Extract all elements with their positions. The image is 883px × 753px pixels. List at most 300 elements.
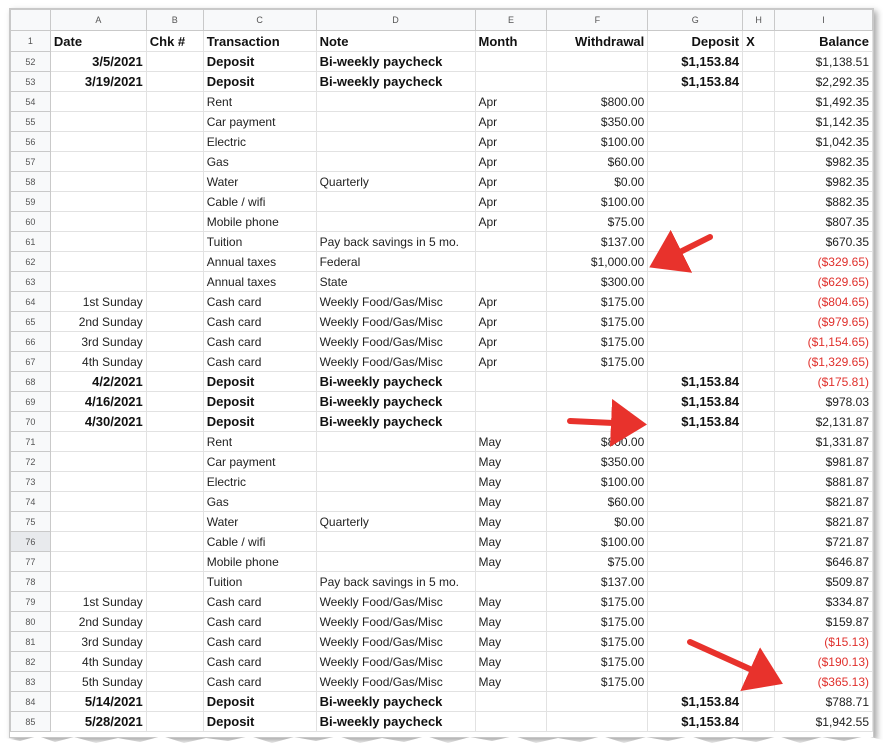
check-number-cell[interactable]: [146, 152, 203, 172]
date-cell[interactable]: 4/2/2021: [50, 372, 146, 392]
month-cell[interactable]: May: [475, 492, 547, 512]
row-number[interactable]: 80: [11, 612, 51, 632]
withdrawal-cell[interactable]: [547, 52, 648, 72]
deposit-cell[interactable]: [648, 92, 743, 112]
month-cell[interactable]: May: [475, 452, 547, 472]
transaction-cell[interactable]: Cash card: [203, 352, 316, 372]
note-cell[interactable]: Bi-weekly paycheck: [316, 392, 475, 412]
row-number[interactable]: 58: [11, 172, 51, 192]
month-cell[interactable]: May: [475, 592, 547, 612]
deposit-cell[interactable]: [648, 492, 743, 512]
withdrawal-cell[interactable]: $75.00: [547, 552, 648, 572]
cleared-cell[interactable]: [743, 412, 775, 432]
date-cell[interactable]: [50, 112, 146, 132]
row-number[interactable]: 79: [11, 592, 51, 612]
balance-cell[interactable]: ($979.65): [775, 312, 873, 332]
cleared-cell[interactable]: [743, 392, 775, 412]
balance-cell[interactable]: $821.87: [775, 492, 873, 512]
note-cell[interactable]: Weekly Food/Gas/Misc: [316, 292, 475, 312]
withdrawal-cell[interactable]: $137.00: [547, 232, 648, 252]
date-cell[interactable]: 3/19/2021: [50, 72, 146, 92]
row-number[interactable]: 60: [11, 212, 51, 232]
deposit-cell[interactable]: [648, 432, 743, 452]
month-cell[interactable]: [475, 392, 547, 412]
date-cell[interactable]: [50, 192, 146, 212]
cleared-cell[interactable]: [743, 672, 775, 692]
check-number-cell[interactable]: [146, 72, 203, 92]
deposit-cell[interactable]: $1,153.84: [648, 692, 743, 712]
transaction-cell[interactable]: Cash card: [203, 632, 316, 652]
balance-cell[interactable]: $2,292.35: [775, 72, 873, 92]
transaction-cell[interactable]: Water: [203, 512, 316, 532]
note-cell[interactable]: Bi-weekly paycheck: [316, 72, 475, 92]
check-number-cell[interactable]: [146, 392, 203, 412]
cleared-cell[interactable]: [743, 652, 775, 672]
transaction-cell[interactable]: Cash card: [203, 592, 316, 612]
withdrawal-cell[interactable]: [547, 412, 648, 432]
withdrawal-cell[interactable]: $175.00: [547, 672, 648, 692]
month-cell[interactable]: Apr: [475, 212, 547, 232]
deposit-cell[interactable]: [648, 452, 743, 472]
transaction-cell[interactable]: Cable / wifi: [203, 192, 316, 212]
withdrawal-cell[interactable]: $175.00: [547, 332, 648, 352]
cleared-cell[interactable]: [743, 692, 775, 712]
check-number-cell[interactable]: [146, 632, 203, 652]
withdrawal-cell[interactable]: $175.00: [547, 312, 648, 332]
cleared-cell[interactable]: [743, 172, 775, 192]
cleared-cell[interactable]: [743, 452, 775, 472]
month-cell[interactable]: [475, 372, 547, 392]
row-number[interactable]: 55: [11, 112, 51, 132]
withdrawal-cell[interactable]: $175.00: [547, 632, 648, 652]
balance-cell[interactable]: $1,142.35: [775, 112, 873, 132]
column-header-e[interactable]: E: [475, 10, 547, 31]
note-cell[interactable]: Weekly Food/Gas/Misc: [316, 312, 475, 332]
check-number-cell[interactable]: [146, 492, 203, 512]
month-cell[interactable]: Apr: [475, 352, 547, 372]
header-cell-month[interactable]: Month: [475, 31, 547, 52]
month-cell[interactable]: Apr: [475, 92, 547, 112]
deposit-cell[interactable]: [648, 152, 743, 172]
withdrawal-cell[interactable]: [547, 72, 648, 92]
date-cell[interactable]: [50, 472, 146, 492]
check-number-cell[interactable]: [146, 92, 203, 112]
cleared-cell[interactable]: [743, 712, 775, 732]
row-number[interactable]: 72: [11, 452, 51, 472]
note-cell[interactable]: [316, 112, 475, 132]
month-cell[interactable]: [475, 572, 547, 592]
column-header-b[interactable]: B: [146, 10, 203, 31]
month-cell[interactable]: [475, 412, 547, 432]
deposit-cell[interactable]: [648, 132, 743, 152]
deposit-cell[interactable]: [648, 292, 743, 312]
row-number[interactable]: 66: [11, 332, 51, 352]
deposit-cell[interactable]: $1,153.84: [648, 372, 743, 392]
withdrawal-cell[interactable]: [547, 692, 648, 712]
note-cell[interactable]: [316, 532, 475, 552]
check-number-cell[interactable]: [146, 372, 203, 392]
transaction-cell[interactable]: Cash card: [203, 672, 316, 692]
row-number[interactable]: 74: [11, 492, 51, 512]
cleared-cell[interactable]: [743, 232, 775, 252]
deposit-cell[interactable]: [648, 112, 743, 132]
note-cell[interactable]: Quarterly: [316, 172, 475, 192]
cleared-cell[interactable]: [743, 112, 775, 132]
balance-cell[interactable]: $821.87: [775, 512, 873, 532]
date-cell[interactable]: [50, 152, 146, 172]
deposit-cell[interactable]: [648, 512, 743, 532]
row-number[interactable]: 61: [11, 232, 51, 252]
row-number[interactable]: 75: [11, 512, 51, 532]
withdrawal-cell[interactable]: $137.00: [547, 572, 648, 592]
cleared-cell[interactable]: [743, 492, 775, 512]
transaction-cell[interactable]: Cash card: [203, 312, 316, 332]
balance-cell[interactable]: $670.35: [775, 232, 873, 252]
note-cell[interactable]: Weekly Food/Gas/Misc: [316, 632, 475, 652]
deposit-cell[interactable]: [648, 632, 743, 652]
withdrawal-cell[interactable]: $100.00: [547, 192, 648, 212]
balance-cell[interactable]: ($1,329.65): [775, 352, 873, 372]
date-cell[interactable]: 1st Sunday: [50, 592, 146, 612]
note-cell[interactable]: Weekly Food/Gas/Misc: [316, 612, 475, 632]
withdrawal-cell[interactable]: $175.00: [547, 592, 648, 612]
month-cell[interactable]: May: [475, 672, 547, 692]
deposit-cell[interactable]: [648, 552, 743, 572]
transaction-cell[interactable]: Mobile phone: [203, 212, 316, 232]
check-number-cell[interactable]: [146, 52, 203, 72]
date-cell[interactable]: 4/30/2021: [50, 412, 146, 432]
balance-cell[interactable]: ($15.13): [775, 632, 873, 652]
check-number-cell[interactable]: [146, 512, 203, 532]
check-number-cell[interactable]: [146, 132, 203, 152]
cleared-cell[interactable]: [743, 212, 775, 232]
check-number-cell[interactable]: [146, 352, 203, 372]
cleared-cell[interactable]: [743, 352, 775, 372]
withdrawal-cell[interactable]: $100.00: [547, 472, 648, 492]
row-number[interactable]: 83: [11, 672, 51, 692]
transaction-cell[interactable]: Annual taxes: [203, 272, 316, 292]
deposit-cell[interactable]: [648, 232, 743, 252]
withdrawal-cell[interactable]: $60.00: [547, 152, 648, 172]
note-cell[interactable]: [316, 92, 475, 112]
deposit-cell[interactable]: $1,153.84: [648, 712, 743, 732]
note-cell[interactable]: [316, 432, 475, 452]
note-cell[interactable]: Bi-weekly paycheck: [316, 372, 475, 392]
column-header-f[interactable]: F: [547, 10, 648, 31]
date-cell[interactable]: 2nd Sunday: [50, 312, 146, 332]
note-cell[interactable]: Bi-weekly paycheck: [316, 712, 475, 732]
row-number[interactable]: 67: [11, 352, 51, 372]
withdrawal-cell[interactable]: $175.00: [547, 652, 648, 672]
row-number[interactable]: 76: [11, 532, 51, 552]
check-number-cell[interactable]: [146, 172, 203, 192]
month-cell[interactable]: [475, 712, 547, 732]
deposit-cell[interactable]: [648, 312, 743, 332]
date-cell[interactable]: [50, 252, 146, 272]
cleared-cell[interactable]: [743, 92, 775, 112]
deposit-cell[interactable]: [648, 272, 743, 292]
check-number-cell[interactable]: [146, 112, 203, 132]
month-cell[interactable]: May: [475, 432, 547, 452]
row-number[interactable]: 81: [11, 632, 51, 652]
balance-cell[interactable]: $721.87: [775, 532, 873, 552]
date-cell[interactable]: [50, 532, 146, 552]
balance-cell[interactable]: ($365.13): [775, 672, 873, 692]
note-cell[interactable]: [316, 152, 475, 172]
date-cell[interactable]: 5/14/2021: [50, 692, 146, 712]
balance-cell[interactable]: $509.87: [775, 572, 873, 592]
cleared-cell[interactable]: [743, 72, 775, 92]
cleared-cell[interactable]: [743, 332, 775, 352]
withdrawal-cell[interactable]: $1,000.00: [547, 252, 648, 272]
cleared-cell[interactable]: [743, 272, 775, 292]
deposit-cell[interactable]: [648, 532, 743, 552]
deposit-cell[interactable]: $1,153.84: [648, 52, 743, 72]
check-number-cell[interactable]: [146, 312, 203, 332]
month-cell[interactable]: [475, 52, 547, 72]
row-number[interactable]: 78: [11, 572, 51, 592]
check-number-cell[interactable]: [146, 592, 203, 612]
balance-cell[interactable]: $1,331.87: [775, 432, 873, 452]
withdrawal-cell[interactable]: $175.00: [547, 612, 648, 632]
cleared-cell[interactable]: [743, 572, 775, 592]
transaction-cell[interactable]: Rent: [203, 432, 316, 452]
balance-cell[interactable]: $646.87: [775, 552, 873, 572]
row-number[interactable]: 64: [11, 292, 51, 312]
note-cell[interactable]: Pay back savings in 5 mo.: [316, 572, 475, 592]
balance-cell[interactable]: $159.87: [775, 612, 873, 632]
month-cell[interactable]: May: [475, 652, 547, 672]
date-cell[interactable]: [50, 452, 146, 472]
balance-cell[interactable]: $1,138.51: [775, 52, 873, 72]
cleared-cell[interactable]: [743, 592, 775, 612]
cleared-cell[interactable]: [743, 552, 775, 572]
deposit-cell[interactable]: [648, 352, 743, 372]
check-number-cell[interactable]: [146, 692, 203, 712]
date-cell[interactable]: [50, 132, 146, 152]
transaction-cell[interactable]: Deposit: [203, 52, 316, 72]
deposit-cell[interactable]: $1,153.84: [648, 72, 743, 92]
select-all-corner[interactable]: [11, 10, 51, 31]
note-cell[interactable]: Pay back savings in 5 mo.: [316, 232, 475, 252]
balance-cell[interactable]: $978.03: [775, 392, 873, 412]
date-cell[interactable]: 3rd Sunday: [50, 632, 146, 652]
balance-cell[interactable]: $981.87: [775, 452, 873, 472]
cleared-cell[interactable]: [743, 292, 775, 312]
balance-cell[interactable]: $982.35: [775, 172, 873, 192]
date-cell[interactable]: [50, 552, 146, 572]
date-cell[interactable]: [50, 172, 146, 192]
cleared-cell[interactable]: [743, 432, 775, 452]
note-cell[interactable]: [316, 472, 475, 492]
row-number[interactable]: 52: [11, 52, 51, 72]
note-cell[interactable]: [316, 492, 475, 512]
check-number-cell[interactable]: [146, 712, 203, 732]
row-number[interactable]: 65: [11, 312, 51, 332]
column-header-d[interactable]: D: [316, 10, 475, 31]
check-number-cell[interactable]: [146, 412, 203, 432]
date-cell[interactable]: [50, 512, 146, 532]
month-cell[interactable]: [475, 272, 547, 292]
transaction-cell[interactable]: Car payment: [203, 112, 316, 132]
balance-cell[interactable]: $2,131.87: [775, 412, 873, 432]
date-cell[interactable]: 5/28/2021: [50, 712, 146, 732]
header-cell-dep[interactable]: Deposit: [648, 31, 743, 52]
cleared-cell[interactable]: [743, 632, 775, 652]
month-cell[interactable]: May: [475, 512, 547, 532]
date-cell[interactable]: 3rd Sunday: [50, 332, 146, 352]
withdrawal-cell[interactable]: $0.00: [547, 172, 648, 192]
check-number-cell[interactable]: [146, 472, 203, 492]
month-cell[interactable]: May: [475, 472, 547, 492]
month-cell[interactable]: Apr: [475, 132, 547, 152]
transaction-cell[interactable]: Cash card: [203, 332, 316, 352]
check-number-cell[interactable]: [146, 192, 203, 212]
header-cell-bal[interactable]: Balance: [775, 31, 873, 52]
month-cell[interactable]: [475, 232, 547, 252]
balance-cell[interactable]: ($1,154.65): [775, 332, 873, 352]
row-number[interactable]: 70: [11, 412, 51, 432]
row-number[interactable]: 84: [11, 692, 51, 712]
deposit-cell[interactable]: [648, 252, 743, 272]
balance-cell[interactable]: ($329.65): [775, 252, 873, 272]
column-header-h[interactable]: H: [743, 10, 775, 31]
date-cell[interactable]: 4/16/2021: [50, 392, 146, 412]
month-cell[interactable]: May: [475, 532, 547, 552]
cleared-cell[interactable]: [743, 472, 775, 492]
transaction-cell[interactable]: Deposit: [203, 392, 316, 412]
note-cell[interactable]: Weekly Food/Gas/Misc: [316, 332, 475, 352]
note-cell[interactable]: State: [316, 272, 475, 292]
note-cell[interactable]: [316, 452, 475, 472]
withdrawal-cell[interactable]: $800.00: [547, 92, 648, 112]
deposit-cell[interactable]: [648, 672, 743, 692]
date-cell[interactable]: 3/5/2021: [50, 52, 146, 72]
cleared-cell[interactable]: [743, 312, 775, 332]
transaction-cell[interactable]: Cash card: [203, 612, 316, 632]
transaction-cell[interactable]: Cable / wifi: [203, 532, 316, 552]
month-cell[interactable]: Apr: [475, 332, 547, 352]
header-cell-x[interactable]: X: [743, 31, 775, 52]
balance-cell[interactable]: $882.35: [775, 192, 873, 212]
transaction-cell[interactable]: Deposit: [203, 692, 316, 712]
column-header-i[interactable]: I: [775, 10, 873, 31]
month-cell[interactable]: Apr: [475, 172, 547, 192]
note-cell[interactable]: [316, 192, 475, 212]
transaction-cell[interactable]: Deposit: [203, 712, 316, 732]
header-cell-trans[interactable]: Transaction: [203, 31, 316, 52]
check-number-cell[interactable]: [146, 272, 203, 292]
note-cell[interactable]: Weekly Food/Gas/Misc: [316, 672, 475, 692]
withdrawal-cell[interactable]: $100.00: [547, 532, 648, 552]
deposit-cell[interactable]: [648, 332, 743, 352]
cleared-cell[interactable]: [743, 152, 775, 172]
withdrawal-cell[interactable]: $350.00: [547, 452, 648, 472]
month-cell[interactable]: May: [475, 612, 547, 632]
transaction-cell[interactable]: Cash card: [203, 652, 316, 672]
date-cell[interactable]: 4th Sunday: [50, 352, 146, 372]
deposit-cell[interactable]: [648, 172, 743, 192]
check-number-cell[interactable]: [146, 532, 203, 552]
cleared-cell[interactable]: [743, 612, 775, 632]
row-number[interactable]: 1: [11, 31, 51, 52]
month-cell[interactable]: Apr: [475, 192, 547, 212]
withdrawal-cell[interactable]: $60.00: [547, 492, 648, 512]
check-number-cell[interactable]: [146, 572, 203, 592]
date-cell[interactable]: [50, 272, 146, 292]
balance-cell[interactable]: $1,492.35: [775, 92, 873, 112]
date-cell[interactable]: [50, 232, 146, 252]
note-cell[interactable]: Quarterly: [316, 512, 475, 532]
transaction-cell[interactable]: Car payment: [203, 452, 316, 472]
transaction-cell[interactable]: Mobile phone: [203, 552, 316, 572]
withdrawal-cell[interactable]: $0.00: [547, 512, 648, 532]
row-number[interactable]: 77: [11, 552, 51, 572]
transaction-cell[interactable]: Tuition: [203, 232, 316, 252]
date-cell[interactable]: 2nd Sunday: [50, 612, 146, 632]
cleared-cell[interactable]: [743, 252, 775, 272]
deposit-cell[interactable]: [648, 612, 743, 632]
deposit-cell[interactable]: [648, 572, 743, 592]
date-cell[interactable]: [50, 92, 146, 112]
check-number-cell[interactable]: [146, 232, 203, 252]
cleared-cell[interactable]: [743, 372, 775, 392]
cleared-cell[interactable]: [743, 512, 775, 532]
date-cell[interactable]: 5th Sunday: [50, 672, 146, 692]
withdrawal-cell[interactable]: $350.00: [547, 112, 648, 132]
month-cell[interactable]: Apr: [475, 292, 547, 312]
transaction-cell[interactable]: Electric: [203, 472, 316, 492]
row-number[interactable]: 53: [11, 72, 51, 92]
transaction-cell[interactable]: Deposit: [203, 412, 316, 432]
month-cell[interactable]: [475, 692, 547, 712]
transaction-cell[interactable]: Cash card: [203, 292, 316, 312]
deposit-cell[interactable]: [648, 592, 743, 612]
balance-cell[interactable]: ($629.65): [775, 272, 873, 292]
header-cell-chk[interactable]: Chk #: [146, 31, 203, 52]
row-number[interactable]: 68: [11, 372, 51, 392]
withdrawal-cell[interactable]: $300.00: [547, 272, 648, 292]
transaction-cell[interactable]: Gas: [203, 152, 316, 172]
withdrawal-cell[interactable]: $100.00: [547, 132, 648, 152]
row-number[interactable]: 63: [11, 272, 51, 292]
check-number-cell[interactable]: [146, 212, 203, 232]
transaction-cell[interactable]: Water: [203, 172, 316, 192]
header-cell-note[interactable]: Note: [316, 31, 475, 52]
balance-cell[interactable]: $334.87: [775, 592, 873, 612]
date-cell[interactable]: [50, 492, 146, 512]
note-cell[interactable]: Weekly Food/Gas/Misc: [316, 592, 475, 612]
withdrawal-cell[interactable]: $800.00: [547, 432, 648, 452]
balance-cell[interactable]: $1,042.35: [775, 132, 873, 152]
date-cell[interactable]: 4th Sunday: [50, 652, 146, 672]
row-number[interactable]: 62: [11, 252, 51, 272]
transaction-cell[interactable]: Deposit: [203, 72, 316, 92]
header-cell-wd[interactable]: Withdrawal: [547, 31, 648, 52]
date-cell[interactable]: [50, 212, 146, 232]
balance-cell[interactable]: ($175.81): [775, 372, 873, 392]
row-number[interactable]: 73: [11, 472, 51, 492]
transaction-cell[interactable]: Annual taxes: [203, 252, 316, 272]
check-number-cell[interactable]: [146, 552, 203, 572]
transaction-cell[interactable]: Tuition: [203, 572, 316, 592]
check-number-cell[interactable]: [146, 432, 203, 452]
month-cell[interactable]: [475, 252, 547, 272]
balance-cell[interactable]: ($190.13): [775, 652, 873, 672]
date-cell[interactable]: [50, 572, 146, 592]
withdrawal-cell[interactable]: [547, 372, 648, 392]
row-number[interactable]: 57: [11, 152, 51, 172]
